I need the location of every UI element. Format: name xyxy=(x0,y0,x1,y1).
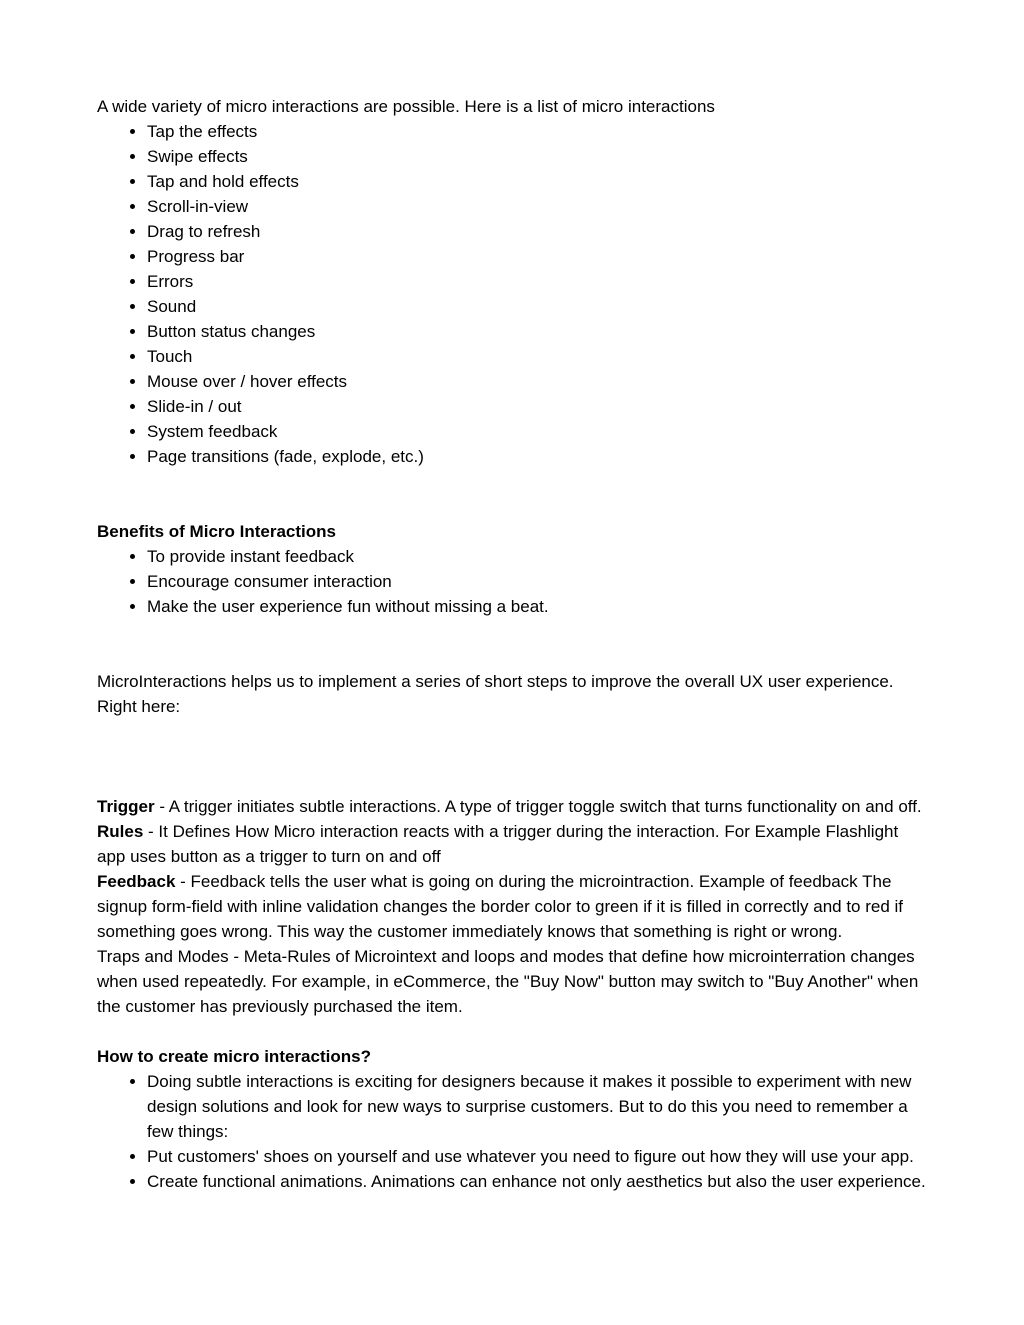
rules-term: Rules xyxy=(97,822,144,841)
list-item: Tap the effects xyxy=(147,119,929,144)
trigger-definition xyxy=(97,794,929,819)
list-item: Tap and hold effects xyxy=(147,169,929,194)
rules-definition xyxy=(97,819,929,869)
list-item: Button status changes xyxy=(147,319,929,344)
document-page xyxy=(97,94,929,1194)
list-item: Drag to refresh xyxy=(147,219,929,244)
rules-text: - It Defines How Micro interaction reacts with a trigger during the interaction. For Example Flashlight app uses button as a trigger to turn on and off xyxy=(97,822,899,866)
intro-paragraph: A wide variety of micro interactions are possible. Here is a list of micro interactions xyxy=(97,97,715,116)
list-item: Progress bar xyxy=(147,244,929,269)
trigger-term: Trigger xyxy=(97,797,155,816)
spacer xyxy=(97,769,929,794)
steps-intro-paragraph: MicroInteractions helps us to implement a series of short steps to improve the overall UX user experience. Right here: xyxy=(97,672,894,716)
list-item: System feedback xyxy=(147,419,929,444)
list-item: Touch xyxy=(147,344,929,369)
how-to-list xyxy=(97,1069,929,1194)
interaction-list xyxy=(97,119,929,469)
trigger-text: - A trigger initiates subtle interactions. A type of trigger toggle switch that turns functionality on and off. xyxy=(154,797,922,816)
list-item: Encourage consumer interaction xyxy=(147,569,929,594)
list-item: Errors xyxy=(147,269,929,294)
list-item: Scroll-in-view xyxy=(147,194,929,219)
list-item: Sound xyxy=(147,294,929,319)
list-item: Make the user experience fun without missing a beat. xyxy=(147,594,929,619)
list-item: Page transitions (fade, explode, etc.) xyxy=(147,444,929,469)
feedback-text: - Feedback tells the user what is going on during the microintraction. Example of feedback The signup form-field with inline validation changes the border color to green if it is filled in correctly and to red if something goes wrong. This way the customer immediately knows that something is right or wrong. xyxy=(97,872,904,941)
feedback-term: Feedback xyxy=(97,872,176,891)
benefits-heading: Benefits of Micro Interactions xyxy=(97,522,336,541)
list-item: Doing subtle interactions is exciting for designers because it makes it possible to experiment with new design solutions and look for new ways to surprise customers. But to do this you need to remember a few things: xyxy=(147,1069,929,1144)
spacer xyxy=(97,719,929,769)
how-to-heading: How to create micro interactions? xyxy=(97,1047,371,1066)
list-item: To provide instant feedback xyxy=(147,544,929,569)
list-item: Swipe effects xyxy=(147,144,929,169)
benefits-list xyxy=(97,544,929,619)
spacer xyxy=(97,469,929,519)
list-item: Put customers' shoes on yourself and use whatever you need to figure out how they will use your app. xyxy=(147,1144,929,1169)
list-item: Create functional animations. Animations can enhance not only aesthetics but also the user experience. xyxy=(147,1169,929,1194)
spacer xyxy=(97,619,929,669)
feedback-definition xyxy=(97,869,929,944)
traps-and-modes-paragraph: Traps and Modes - Meta-Rules of Microintext and loops and modes that define how microinterration changes when used repeatedly. For example, in eCommerce, the "Buy Now" button may switch to "Buy Another" when the customer has previously purchased the item. xyxy=(97,947,919,1016)
list-item: Slide-in / out xyxy=(147,394,929,419)
list-item: Mouse over / hover effects xyxy=(147,369,929,394)
spacer xyxy=(97,1019,929,1044)
